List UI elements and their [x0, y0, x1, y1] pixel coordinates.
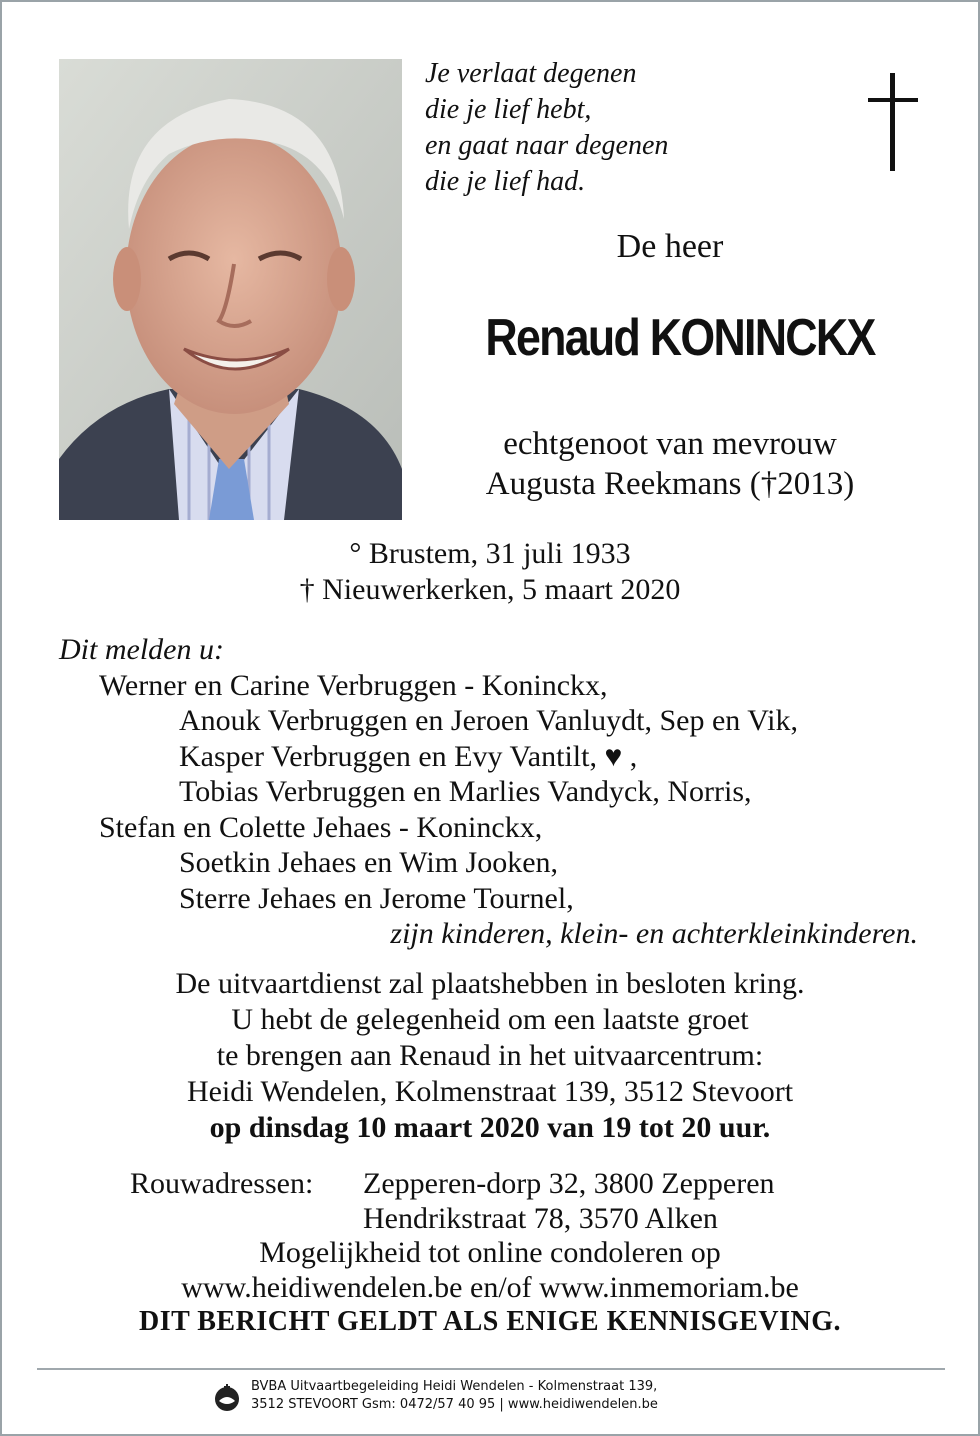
- salutation: De heer: [616, 228, 724, 265]
- poem-line: Je verlaat degenen: [425, 58, 637, 89]
- address-1: Zepperen-dorp 32, 3800 Zepperen: [363, 1167, 775, 1200]
- address-2: Hendrikstraat 78, 3570 Alken: [363, 1201, 718, 1235]
- footer: [213, 1378, 773, 1418]
- family-closing: zijn kinderen, klein- en achterkleinkinderen.: [390, 917, 918, 950]
- notice-statement: DIT BERICHT GELDT ALS ENIGE KENNISGEVING.: [138, 1306, 842, 1337]
- ceremony-line: De uitvaartdienst zal plaatshebben in besloten kring.: [175, 967, 805, 1000]
- family-line: Soetkin Jehaes en Wim Jooken,: [179, 846, 559, 879]
- ceremony-time: op dinsdag 10 maart 2020 van 19 tot 20 uur.: [209, 1111, 771, 1144]
- cross-icon: [868, 73, 918, 171]
- spouse-line-1: echtgenoot van mevrouw: [503, 426, 837, 462]
- family-intro: Dit melden u:: [59, 633, 224, 666]
- ceremony-line: te brengen aan Renaud in het uitvaarcentrum:: [216, 1039, 764, 1072]
- ceremony-info: [0, 966, 980, 1146]
- birth-date: ° Brustem, 31 juli 1933: [349, 537, 631, 570]
- ceremony-line: Heidi Wendelen, Kolmenstraat 139, 3512 Stevoort: [186, 1075, 794, 1108]
- poem: [425, 56, 668, 200]
- family-line: Tobias Verbruggen en Marlies Vandyck, Norris,: [179, 775, 752, 808]
- online-condolence-text: Mogelijkheid tot online condoleren op: [259, 1236, 721, 1269]
- ceremony-line: U hebt de gelegenheid om een laatste groet: [231, 1003, 749, 1036]
- family-line: Anouk Verbruggen en Jeroen Vanluydt, Sep en Vik,: [179, 704, 798, 737]
- spouse-info: [420, 424, 920, 504]
- family-line: Stefan en Colette Jehaes - Koninckx,: [99, 810, 543, 844]
- mourning-addresses: [0, 1167, 980, 1340]
- footer-line-2: 3512 STEVOORT Gsm: 0472/57 40 95 | www.heidiwendelen.be: [251, 1397, 658, 1412]
- poem-line: en gaat naar degenen: [425, 130, 669, 161]
- poem-line: die je lief had.: [425, 166, 586, 197]
- deceased-name: Renaud KONINCKX: [485, 309, 875, 367]
- portrait-illustration: [59, 59, 402, 520]
- death-date: † Nieuwerkerken, 5 maart 2020: [299, 573, 681, 606]
- addresses-label: Rouwadressen:: [130, 1167, 314, 1200]
- poem-line: die je lief hebt,: [425, 94, 592, 125]
- portrait-photo: [59, 59, 402, 520]
- family-line: Kasper Verbruggen en Evy Vantilt, ♥ ,: [179, 739, 638, 773]
- footer-line-1: BVBA Uitvaartbegeleiding Heidi Wendelen - Kolmenstraat 139,: [251, 1379, 658, 1394]
- condolence-websites[interactable]: www.heidiwendelen.be en/of www.inmemoriam.be: [181, 1270, 799, 1304]
- funeral-home-logo: [213, 1381, 241, 1415]
- footer-divider: [37, 1368, 945, 1370]
- spouse-line-2: Augusta Reekmans (†2013): [485, 466, 855, 502]
- family-line: Werner en Carine Verbruggen - Koninckx,: [99, 668, 608, 702]
- family-line: Sterre Jehaes en Jerome Tournel,: [179, 881, 574, 915]
- life-dates: [200, 536, 780, 608]
- family-announcement: [0, 632, 980, 952]
